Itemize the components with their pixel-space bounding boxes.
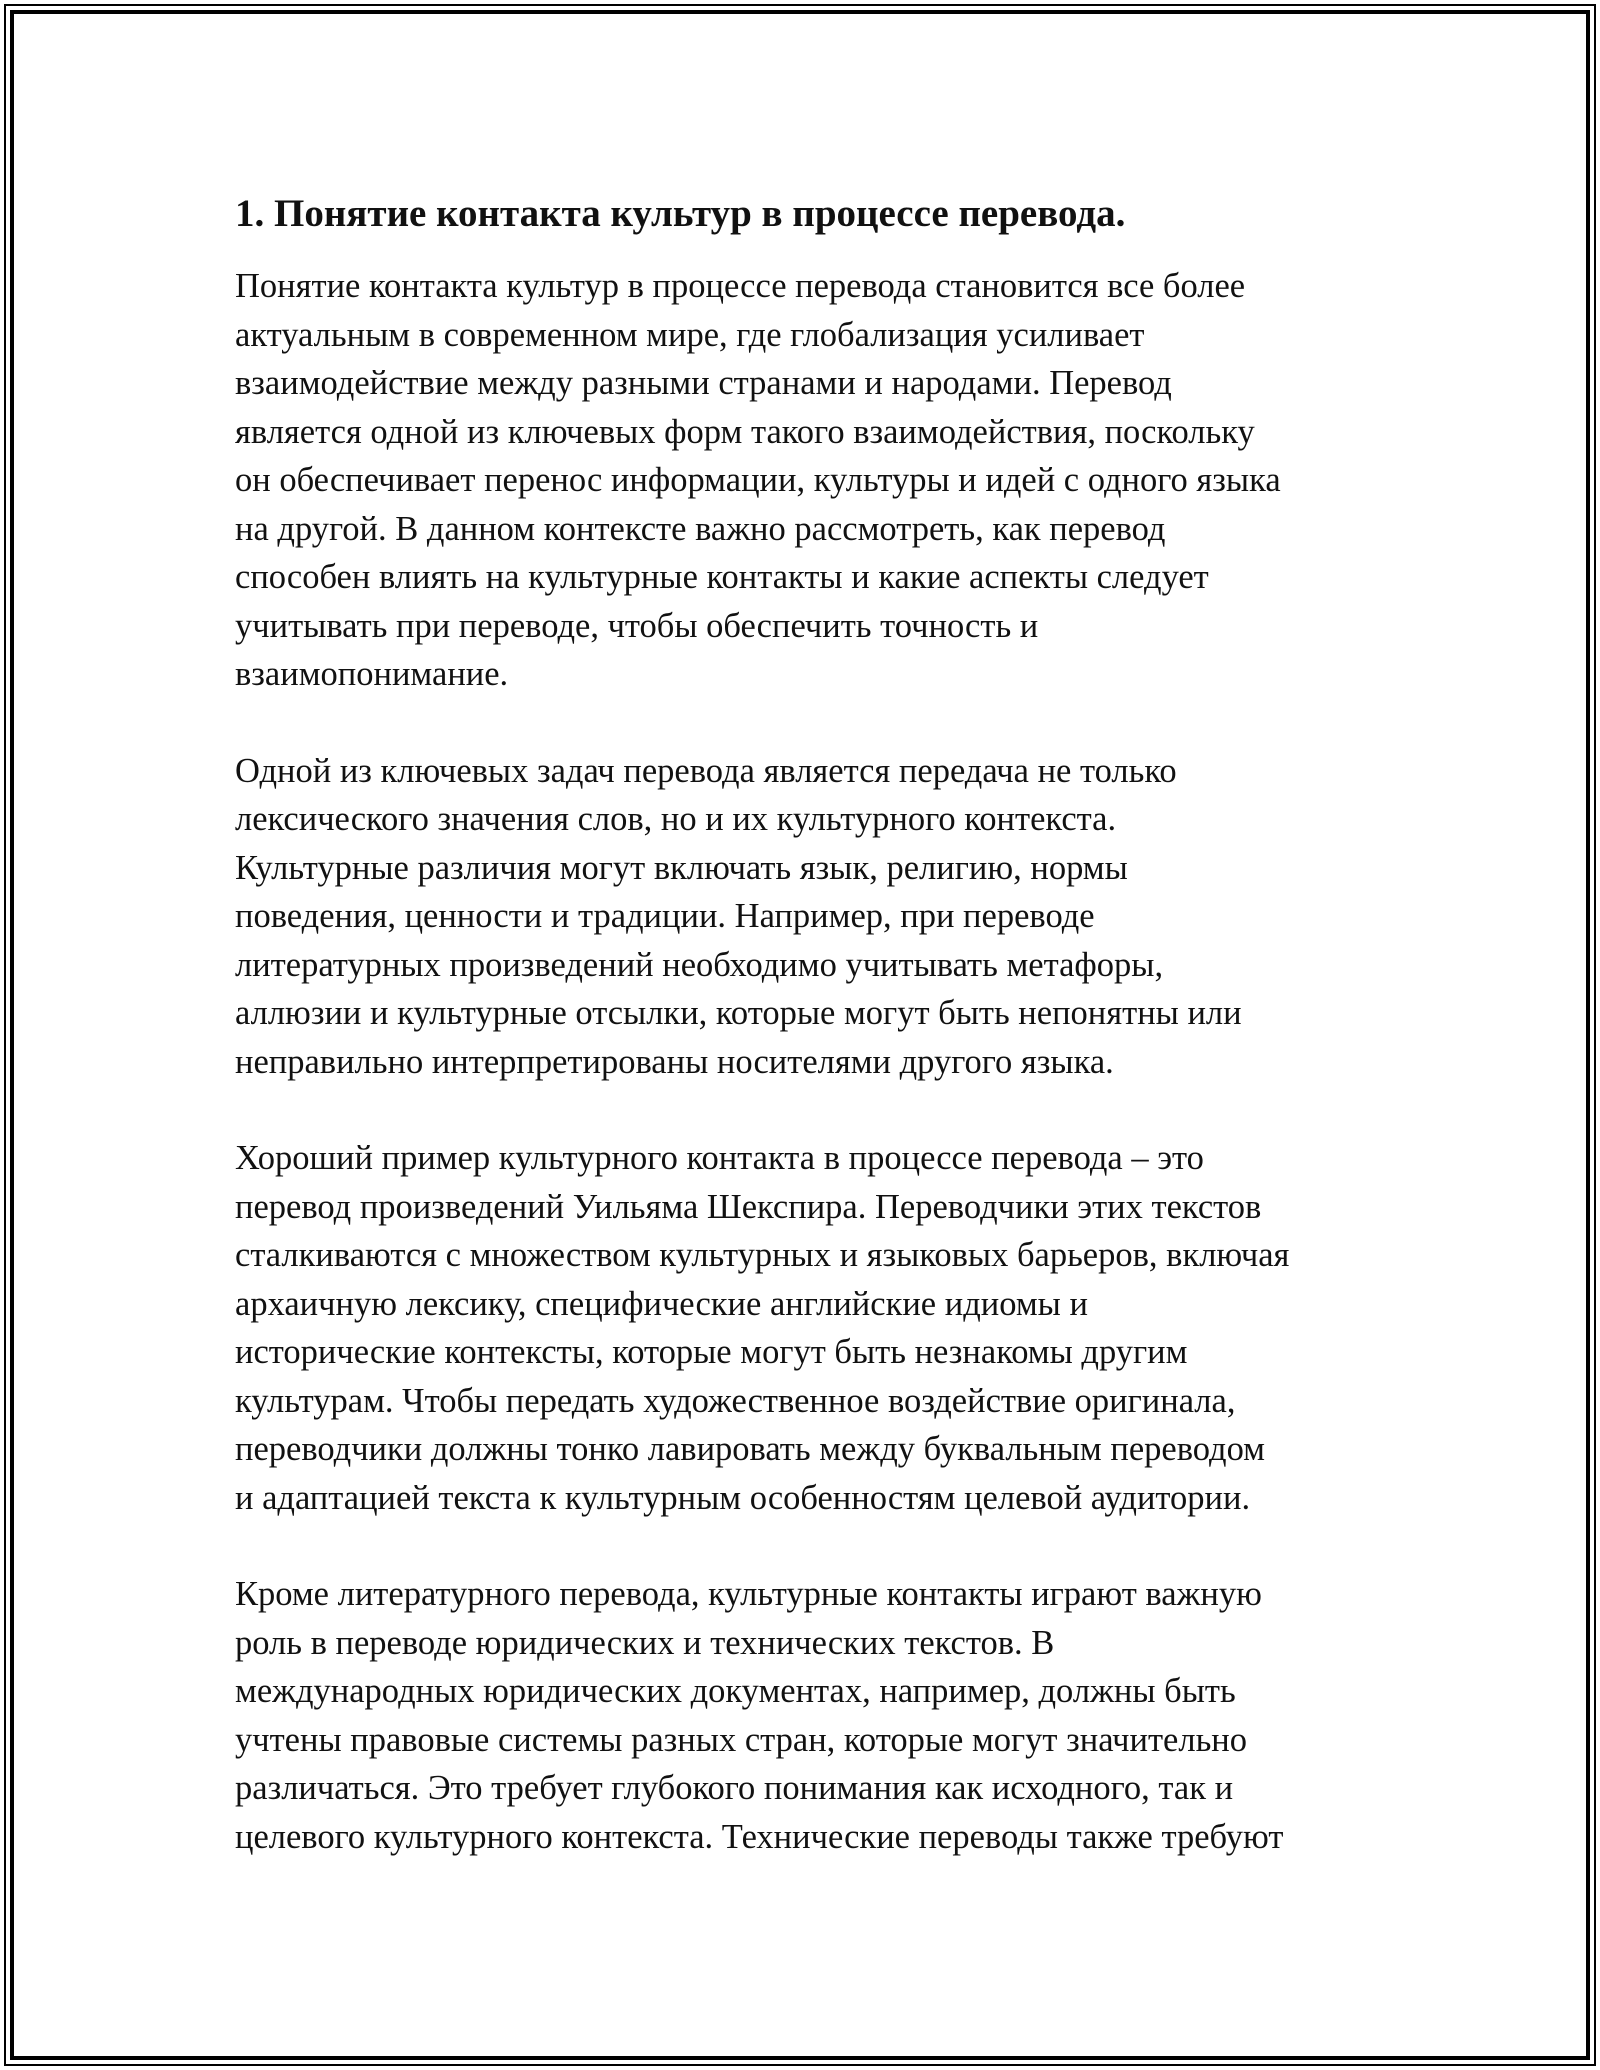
- text-line: взаимодействие между разными странами и народами. Перевод: [235, 364, 1172, 402]
- text-line: перевод произведений Уильяма Шекспира. Переводчики этих текстов: [235, 1187, 1262, 1226]
- text-line: неправильно интерпретированы носителями другого языка.: [235, 1042, 1114, 1081]
- text-line: культурам. Чтобы передать художественное воздействие оригинала,: [235, 1381, 1236, 1420]
- text-line: является одной из ключевых форм такого взаимодействия, поскольку: [235, 412, 1255, 451]
- text-line: лексического значения слов, но и их культурного контекста.: [235, 800, 1117, 838]
- text-line: учитывать при переводе, чтобы обеспечить точность и: [235, 606, 1039, 645]
- text-line: Культурные различия могут включать язык, религию, нормы: [235, 848, 1128, 887]
- paragraph-3: [235, 1134, 1375, 1522]
- text-line: поведения, ценности и традиции. Например, при переводе: [235, 897, 1095, 935]
- text-line: целевого культурного контекста. Технические переводы также требуют: [235, 1817, 1284, 1856]
- paragraph-4: [235, 1570, 1375, 1861]
- text-line: сталкиваются с множеством культурных и языковых барьеров, включая: [235, 1236, 1290, 1274]
- text-line: архаичную лексику, специфические английские идиомы и: [235, 1284, 1088, 1323]
- text-line: Понятие контакта культур в процессе перевода становится все более: [235, 267, 1246, 305]
- text-line: и адаптацией текста к культурным особенностям целевой аудитории.: [235, 1478, 1251, 1517]
- text-line: роль в переводе юридических и технических текстов. В: [235, 1623, 1055, 1662]
- paragraph-1: [235, 262, 1375, 699]
- text-line: аллюзии и культурные отсылки, которые могут быть непонятны или: [235, 994, 1242, 1032]
- text-line: учтены правовые системы разных стран, которые могут значительно: [235, 1720, 1248, 1759]
- text-line: Одной из ключевых задач перевода является передача не только: [235, 751, 1177, 790]
- text-line: международных юридических документах, например, должны быть: [235, 1672, 1236, 1710]
- paragraph-2: [235, 747, 1375, 1087]
- text-line: Кроме литературного перевода, культурные контакты играют важную: [235, 1575, 1262, 1613]
- text-line: исторические контексты, которые могут быть незнакомы другим: [235, 1333, 1188, 1371]
- text-line: различаться. Это требует глубокого понимания как исходного, так и: [235, 1769, 1234, 1807]
- text-line: актуальным в современном мире, где глобализация усиливает: [235, 315, 1145, 354]
- text-line: на другой. В данном контексте важно рассмотреть, как перевод: [235, 509, 1166, 548]
- text-line: он обеспечивает перенос информации, культуры и идей с одного языка: [235, 461, 1281, 499]
- text-line: переводчики должны тонко лавировать между буквальным переводом: [235, 1430, 1266, 1468]
- section-heading: 1. Понятие контакта культур в процессе перевода.: [235, 192, 1126, 235]
- text-line: литературных произведений необходимо учитывать метафоры,: [235, 945, 1164, 984]
- text-line: способен влиять на культурные контакты и какие аспекты следует: [235, 558, 1209, 596]
- document-body: [235, 190, 1375, 1909]
- text-line: Хороший пример культурного контакта в процессе перевода – это: [235, 1139, 1204, 1177]
- text-line: взаимопонимание.: [235, 655, 509, 693]
